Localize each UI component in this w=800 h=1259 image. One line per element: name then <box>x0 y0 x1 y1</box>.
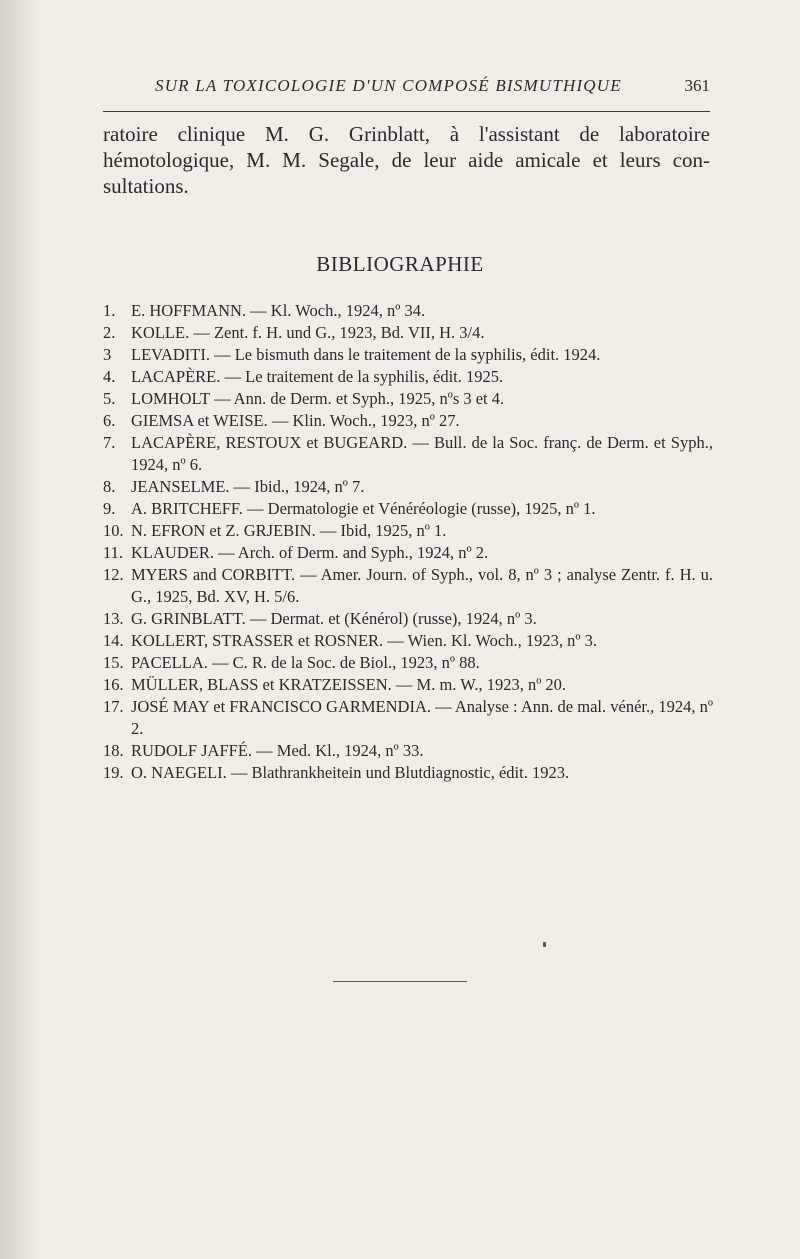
page-shadow <box>0 0 40 1259</box>
entry-text: LOMHOLT — Ann. de Derm. et Syph., 1925, nºs 3 et 4. <box>131 389 505 408</box>
entry-number: 9. <box>103 499 116 518</box>
page-number: 361 <box>684 76 710 95</box>
bibliography-entry <box>103 366 713 388</box>
bibliography-entry <box>103 542 713 564</box>
entry-text: A. BRITCHEFF. — Dermatologie et Vénéréologie (russe), 1925, nº 1. <box>131 499 596 518</box>
entry-text: KOLLE. — Zent. f. H. und G., 1923, Bd. VII, H. 3/4. <box>131 323 485 342</box>
bibliography-entry <box>103 432 713 476</box>
entry-text: E. HOFFMANN. — Kl. Woch., 1924, nº 34. <box>131 301 426 320</box>
bibliography-entry <box>103 674 713 696</box>
body-line: ratoire clinique M. G. Grinblatt, à l'assistant de laboratoire <box>103 122 710 146</box>
entry-number: 1. <box>103 301 116 320</box>
bibliography-entry <box>103 476 713 498</box>
entry-number: 15. <box>103 653 124 672</box>
bibliography-entry <box>103 300 713 322</box>
entry-text: KLAUDER. — Arch. of Derm. and Syph., 1924, nº 2. <box>131 543 489 562</box>
bibliography-entry <box>103 344 713 366</box>
entry-text: GIEMSA et WEISE. — Klin. Woch., 1923, nº 27. <box>131 411 460 430</box>
entry-number: 13. <box>103 609 124 628</box>
entry-number: 3 <box>103 345 112 364</box>
entry-number: 12. <box>103 565 124 584</box>
body-line: hémotologique, M. M. Segale, de leur aide amicale et leurs con- <box>103 148 710 172</box>
entry-number: 11. <box>103 543 124 562</box>
entry-text: LACAPÈRE. — Le traitement de la syphilis, édit. 1925. <box>131 367 504 386</box>
bibliography-entry <box>103 520 713 542</box>
bibliography-entry <box>103 696 713 740</box>
bibliography-entry <box>103 740 713 762</box>
entry-number: 17. <box>103 697 124 716</box>
bibliography-entry <box>103 498 713 520</box>
entry-text: PACELLA. — C. R. de la Soc. de Biol., 1923, nº 88. <box>131 653 480 672</box>
entry-text: N. EFRON et Z. GRJEBIN. — Ibid, 1925, nº 1. <box>131 521 447 540</box>
bibliography-entry <box>103 652 713 674</box>
bibliography-entry <box>103 608 713 630</box>
bibliography-entry <box>103 630 713 652</box>
body-line: sultations. <box>103 174 189 198</box>
entry-number: 6. <box>103 411 116 430</box>
entry-number: 7. <box>103 433 116 452</box>
entry-text: G. GRINBLATT. — Dermat. et (Kénérol) (russe), 1924, nº 3. <box>131 609 537 628</box>
bibliography-entry <box>103 388 713 410</box>
body-paragraph <box>103 121 710 199</box>
running-title: SUR LA TOXICOLOGIE D'UN COMPOSÉ BISMUTHIQUE <box>155 76 622 95</box>
bibliography-entry <box>103 564 713 608</box>
running-header <box>155 76 710 106</box>
entry-number: 14. <box>103 631 124 650</box>
header-rule <box>103 111 710 112</box>
entry-number: 19. <box>103 763 124 782</box>
entry-text: JOSÉ MAY et FRANCISCO GARMENDIA. — Analyse : Ann. de mal. vénér., 1924, nº 2. <box>131 697 713 738</box>
entry-text: LEVADITI. — Le bismuth dans le traitement de la syphilis, édit. 1924. <box>131 345 601 364</box>
entry-number: 8. <box>103 477 116 496</box>
entry-text: RUDOLF JAFFÉ. — Med. Kl., 1924, nº 33. <box>131 741 424 760</box>
entry-number: 18. <box>103 741 124 760</box>
entry-text: MÜLLER, BLASS et KRATZEISSEN. — M. m. W., 1923, nº 20. <box>131 675 567 694</box>
bibliography-entry <box>103 762 713 784</box>
footer-rule <box>333 981 467 982</box>
entry-text: JEANSELME. — Ibid., 1924, nº 7. <box>131 477 365 496</box>
entry-text: MYERS and CORBITT. — Amer. Journ. of Syph., vol. 8, nº 3 ; analyse Zentr. f. H. u. G., 1925, Bd. XV, H. 5/6. <box>131 565 713 606</box>
entry-number: 5. <box>103 389 116 408</box>
entry-text: LACAPÈRE, RESTOUX et BUGEARD. — Bull. de la Soc. franç. de Derm. et Syph., 1924, nº 6. <box>131 433 713 474</box>
bibliography-entry <box>103 410 713 432</box>
bibliography-entry <box>103 322 713 344</box>
entry-text: KOLLERT, STRASSER et ROSNER. — Wien. Kl. Woch., 1923, nº 3. <box>131 631 597 650</box>
entry-number: 10. <box>103 521 124 540</box>
bibliography-list <box>103 300 713 784</box>
entry-number: 2. <box>103 323 116 342</box>
ink-speck <box>543 942 546 947</box>
entry-text: O. NAEGELI. — Blathrankheitein und Blutdiagnostic, édit. 1923. <box>131 763 570 782</box>
entry-number: 4. <box>103 367 116 386</box>
bibliography-heading: BIBLIOGRAPHIE <box>316 252 484 276</box>
entry-number: 16. <box>103 675 124 694</box>
